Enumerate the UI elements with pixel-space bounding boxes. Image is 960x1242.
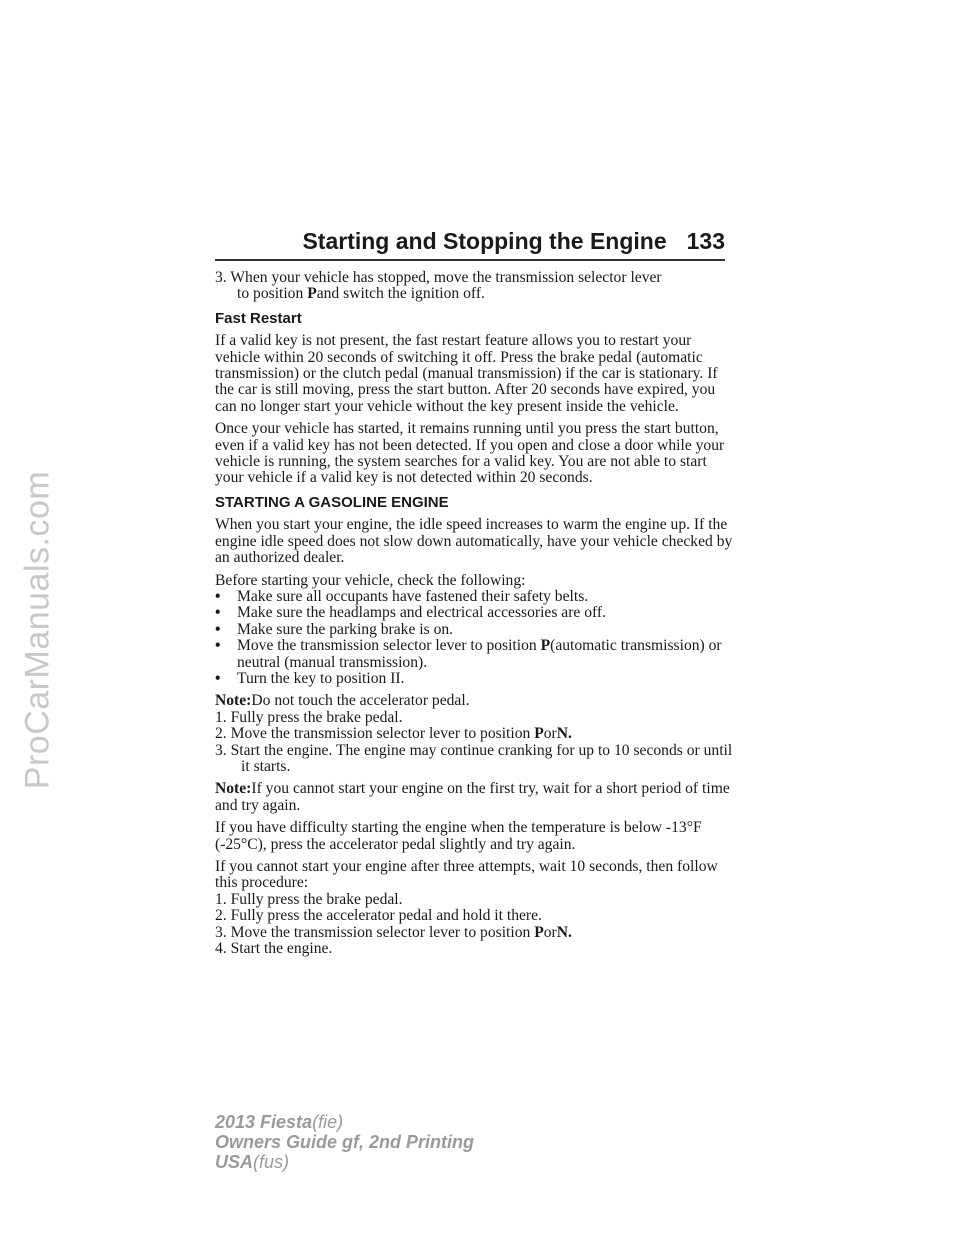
note-2: Note:If you cannot start your engine on the first try, wait for a short period of time and try again. — [215, 780, 730, 814]
step: 2. Move the transmission selector lever to position PorN. — [215, 725, 572, 743]
heading-fast-restart: Fast Restart — [215, 309, 302, 327]
list-item: • Move the transmission selector lever to position P(automatic transmission) or neutral (manual transmission). — [215, 637, 722, 671]
footer-model: 2013 Fiesta(fie) — [215, 1112, 344, 1132]
list-item: • Make sure the parking brake is on. — [215, 620, 454, 638]
footer-region: USA(fus) — [215, 1152, 290, 1172]
page-header — [215, 228, 725, 261]
watermark: ProCarManuals.com — [18, 470, 57, 790]
footer-guide: Owners Guide gf, 2nd Printing — [215, 1132, 475, 1152]
steps-1 — [215, 693, 735, 775]
steps-2 — [215, 859, 735, 957]
step: 4. Start the engine. — [215, 940, 333, 958]
step: 1. Fully press the brake pedal. — [215, 890, 403, 908]
gasoline-p1: When you start your engine, the idle speed increases to warm the engine up. If the engine idle speed does not slow down automatically, have your vehicle checked by an authorized dealer. — [215, 516, 733, 567]
step-3-stop: 3. When your vehicle has stopped, move the transmission selector lever to position Pand switch the ignition off. — [215, 269, 662, 303]
section-title: Starting and Stopping the Engine — [302, 228, 667, 254]
checklist — [215, 573, 735, 688]
step: 3. Move the transmission selector lever to position PorN. — [215, 923, 572, 941]
list-item: • Turn the key to position II. — [215, 669, 405, 687]
step: 2. Fully press the accelerator pedal and hold it there. — [215, 907, 542, 925]
fast-restart-p1: If a valid key is not present, the fast restart feature allows you to restart your vehicle within 20 seconds of switching it off. Press the brake pedal (automatic transmission) or the clutch pedal (manual transmission) if the car is stationary. If the car is still moving, press the start button. After 20 seconds have expired, you can no longer start your vehicle without the key present inside the vehicle. — [215, 332, 718, 415]
heading-gasoline: STARTING A GASOLINE ENGINE — [215, 493, 449, 511]
fast-restart-p2: Once your vehicle has started, it remains running until you press the start button, even if a valid key has not been detected. If you open and close a door while your vehicle is running, the system searches for a valid key. You are not able to start your vehicle if a valid key is not detected within 20 seconds. — [215, 420, 725, 487]
page-number: 133 — [686, 228, 725, 254]
list-item: • Make sure all occupants have fastened their safety belts. — [215, 587, 589, 605]
step: 1. Fully press the brake pedal. — [215, 708, 403, 726]
checklist-intro: Before starting your vehicle, check the following: — [215, 571, 526, 589]
step: 3. Start the engine. The engine may continue cranking for up to 10 seconds or until it starts. — [215, 741, 733, 775]
page-content — [215, 270, 735, 963]
list-item: • Make sure the headlamps and electrical accessories are off. — [215, 604, 607, 622]
cold-start-paragraph: If you have difficulty starting the engine when the temperature is below -13°F (-25°C), press the accelerator pedal slightly and try again. — [215, 819, 702, 853]
footer — [215, 1112, 474, 1172]
three-attempts-intro: If you cannot start your engine after three attempts, wait 10 seconds, then follow this procedure: — [215, 858, 718, 892]
note-1: Note:Do not touch the accelerator pedal. — [215, 692, 470, 710]
